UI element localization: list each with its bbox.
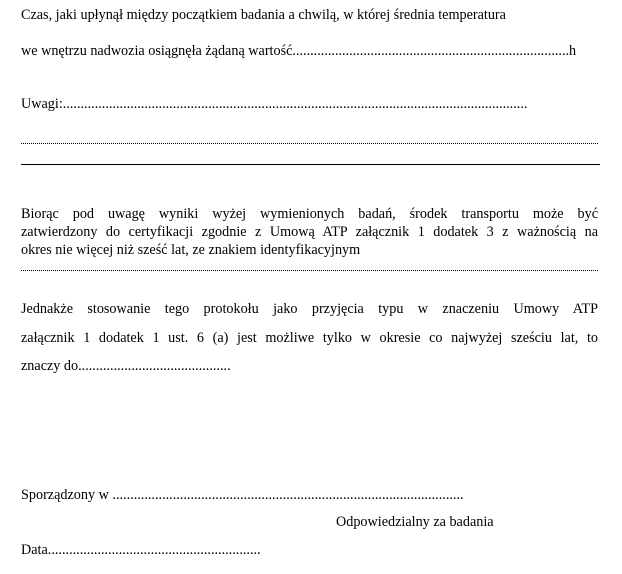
certification-line-2: zatwierdzony do certyfikacji zgodnie z Umową ATP załącznik 1 dodatek 3 z ważnością na bbox=[21, 224, 598, 240]
remarks-continuation-line[interactable] bbox=[21, 131, 598, 144]
remarks-field[interactable]: Uwagi:................................................................................................................................... bbox=[21, 96, 528, 112]
validity-date-field[interactable]: znaczy do........................................... bbox=[21, 358, 231, 374]
section-divider bbox=[21, 164, 600, 165]
prepared-in-field[interactable]: Sporządzony w ................................................................................................... bbox=[21, 487, 464, 503]
certification-line-1: Biorąc pod uwagę wyniki wyżej wymienionych badań, środek transportu może być bbox=[21, 206, 598, 222]
certification-line-3: okres nie więcej niż sześć lat, ze znakiem identyfikacyjnym bbox=[21, 242, 361, 258]
identification-mark-field[interactable] bbox=[21, 258, 598, 271]
responsible-signature-label: Odpowiedzialny za badania bbox=[336, 514, 494, 530]
time-to-temperature-line-2: we wnętrzu nadwozia osiągnęła żądaną wartość..............................................................................h bbox=[21, 43, 577, 59]
time-to-temperature-line-1: Czas, jaki upłynął między początkiem badania a chwilą, w której średnia temperatura bbox=[21, 7, 506, 23]
validity-line-1: Jednakże stosowanie tego protokołu jako przyjęcia typu w znaczeniu Umowy ATP bbox=[21, 301, 598, 317]
validity-line-2: załącznik 1 dodatek 1 ust. 6 (a) jest możliwe tylko w okresie co najwyżej sześciu lat, to bbox=[21, 330, 598, 346]
date-field[interactable]: Data............................................................ bbox=[21, 542, 261, 558]
